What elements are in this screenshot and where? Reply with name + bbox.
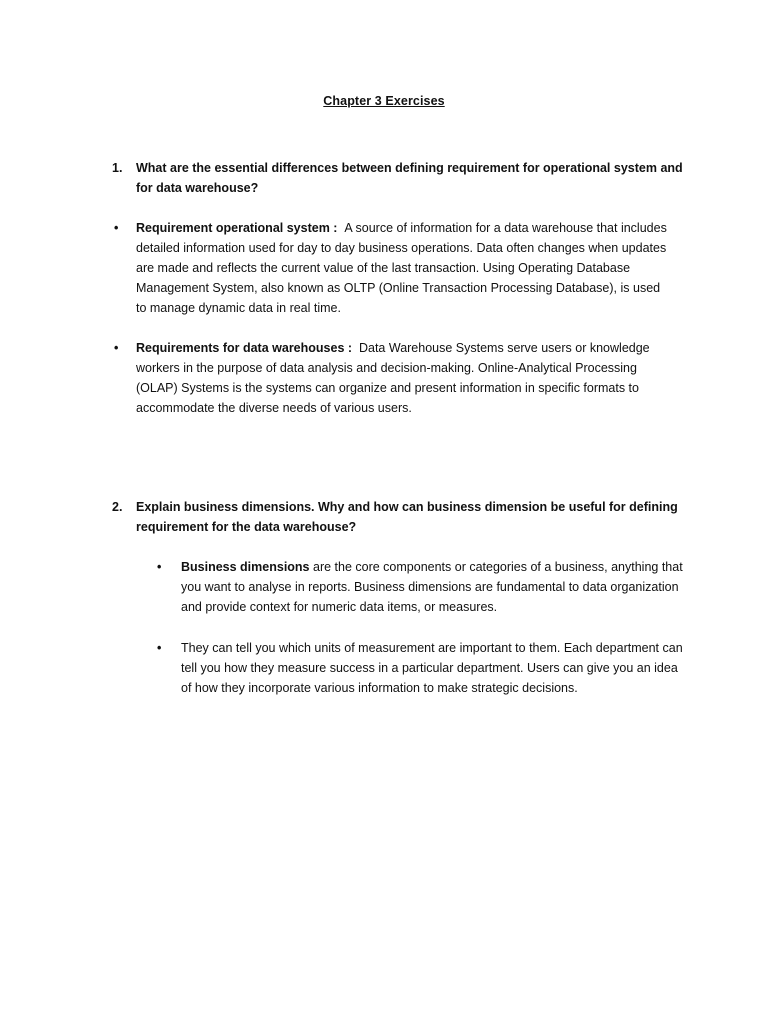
bullet-icon: • — [157, 560, 162, 574]
question-1 — [112, 158, 692, 198]
bullet-icon: • — [114, 221, 119, 235]
bullet-icon: • — [157, 641, 162, 655]
bullet-icon: • — [114, 341, 119, 355]
question-text: Explain business dimensions. Why and how can business dimension be useful for defining requirement for the data warehouse? — [136, 500, 678, 534]
bullet-body: They can tell you which units of measurement are important to them. Each department can tell you how they measure success in a particular department. Users can give you an idea of how they incorporate various information to make strategic decisions. — [181, 641, 683, 695]
page-title: Chapter 3 Exercises — [323, 94, 445, 108]
answer-bullet-business-dimensions — [157, 557, 687, 617]
answer-bullet-measurement — [157, 638, 687, 698]
bullet-lead: Business dimensions — [181, 560, 310, 574]
bullet-body: are the core components or categories of a business, anything that you want to analyse in reports. Business dimensions are fundamental to data organization and provide context for numeric data items, or measures. — [181, 560, 683, 614]
question-number: 2. — [112, 500, 123, 514]
question-number: 1. — [112, 161, 123, 175]
question-text: What are the essential differences between defining requirement for operational system and for data warehouse? — [136, 161, 683, 195]
bullet-lead: Requirement operational system : — [136, 221, 338, 235]
answer-bullet-data-warehouse — [112, 338, 672, 418]
question-2 — [112, 497, 692, 537]
bullet-body: Data Warehouse Systems serve users or knowledge workers in the purpose of data analysis and decision-making. Online-Analytical Processing (OLAP) Systems is the systems can organize and present information in specific formats to accommodate the diverse needs of various users. — [136, 341, 650, 415]
answer-bullet-operational — [112, 218, 672, 318]
bullet-body: A source of information for a data warehouse that includes detailed information used for day to day business operations. Data often changes when updates are made and reflects the current value of the last transaction. Using Operating Database Management System, also known as OLTP (Online Transaction Processing Database), is used to manage dynamic data in real time. — [136, 221, 667, 315]
bullet-lead: Requirements for data warehouses : — [136, 341, 353, 355]
